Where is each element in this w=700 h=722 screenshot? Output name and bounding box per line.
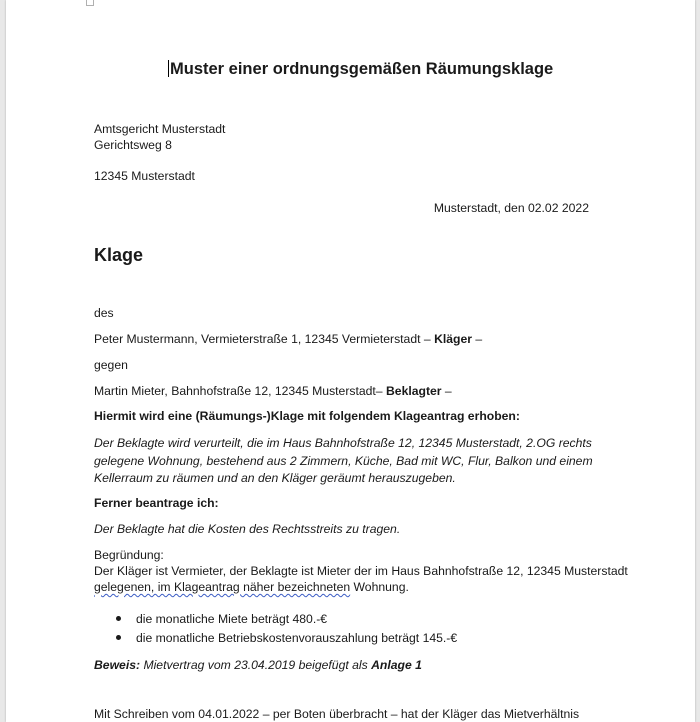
list-item (94, 611, 457, 630)
reason-line-1: Der Kläger ist Vermieter, der Beklagte ist Mieter der im Haus Bahnhofstraße 12, 12345 Musterstadt (94, 564, 628, 578)
claim-line-1: Der Beklagte wird verurteilt, die im Haus Bahnhofstraße 12, 12345 Musterstadt, 2.OG rechts (94, 436, 592, 450)
court-name: Amtsgericht Musterstadt (94, 122, 226, 136)
court-street: Gerichtsweg 8 (94, 138, 172, 152)
reason-line-2 (94, 579, 409, 595)
plaintiff-role: Kläger (434, 332, 472, 346)
court-city: 12345 Musterstadt (94, 169, 195, 183)
evidence-label: Beweis: (94, 658, 141, 672)
defendant-suffix: – (441, 384, 452, 398)
defendant-line (94, 383, 452, 399)
defendant-role: Beklagter (385, 384, 442, 398)
reason-label: Begründung: (94, 548, 164, 562)
further-label: Ferner beantrage ich: (94, 496, 219, 510)
document-page[interactable] (6, 0, 695, 722)
bullet-icon (116, 635, 121, 640)
evidence-line (94, 657, 422, 673)
section-heading: Klage (94, 245, 144, 265)
des-label: des (94, 306, 114, 320)
evidence-attachment: Anlage 1 (371, 658, 422, 672)
document-title-text: Muster einer ordnungsgemäßen Räumungsklage (170, 60, 554, 78)
page-corner-mark (86, 0, 94, 6)
bullet-icon (116, 616, 121, 621)
spellcheck-marked-text[interactable]: gelegenen, im Klageantrag näher bezeichneten (94, 580, 351, 594)
list-item-text: die monatliche Miete beträgt 480.-€ (136, 612, 328, 626)
plaintiff-suffix: – (472, 332, 483, 346)
bullet-list (94, 611, 457, 649)
claim-line-2: gelegene Wohnung, bestehend aus 2 Zimmern, Küche, Bad mit WC, Flur, Balkon und einem (94, 454, 593, 468)
gegen-label: gegen (94, 358, 128, 372)
evidence-text: Mietvertrag vom 23.04.2019 beigefügt als (140, 658, 372, 672)
reason-line-2-rest: Wohnung. (350, 580, 409, 594)
document-title (168, 59, 553, 79)
list-item (94, 630, 457, 649)
text-cursor (168, 60, 169, 77)
plaintiff-text: Peter Mustermann, Vermieterstraße 1, 12345 Vermieterstadt – (94, 332, 435, 346)
claim-line-3: Kellerraum zu räumen und an den Kläger geräumt herauszugeben. (94, 471, 456, 485)
claim-intro: Hiermit wird eine (Räumungs-)Klage mit folgendem Klageantrag erhoben: (94, 409, 520, 423)
last-line: Mit Schreiben vom 04.01.2022 – per Boten überbracht – hat der Kläger das Mietverhältnis (94, 707, 580, 721)
further-text: Der Beklagte hat die Kosten des Rechtsstreits zu tragen. (94, 522, 401, 536)
plaintiff-line (94, 331, 482, 347)
list-item-text: die monatliche Betriebskostenvorauszahlung beträgt 145.-€ (136, 631, 458, 645)
place-date: Musterstadt, den 02.02 2022 (433, 201, 589, 215)
defendant-text: Martin Mieter, Bahnhofstraße 12, 12345 Musterstadt– (94, 384, 386, 398)
